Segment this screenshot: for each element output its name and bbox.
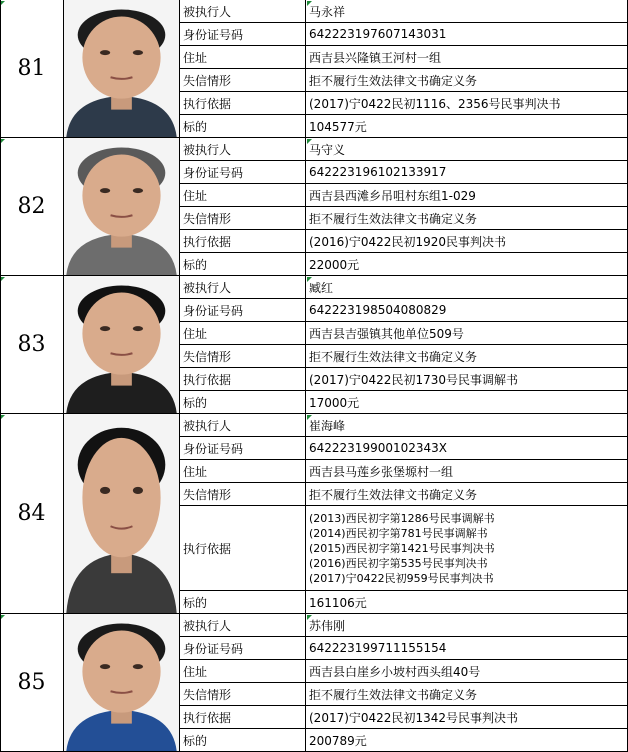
field-label: 失信情形 [180,683,306,706]
field-value: 拒不履行生效法律文书确定义务 [306,345,628,368]
field-value: 22000元 [306,253,628,276]
field-value: 西吉县兴隆镇王河村一组 [306,46,628,69]
field-label: 身份证号码 [180,299,306,322]
field-label: 住址 [180,460,306,483]
field-value: 西吉县白崖乡小坡村西头组40号 [306,660,628,683]
portrait-photo [64,614,180,752]
field-label: 住址 [180,184,306,207]
field-label: 执行依据 [180,506,306,591]
record-number: 84 [0,414,64,614]
field-label: 标的 [180,729,306,752]
field-value [306,506,628,591]
judgment-line: (2015)西民初字第1421号民事判决书 [309,541,495,555]
table-left-border [0,0,1,752]
portrait-photo [64,414,180,614]
field-label: 住址 [180,660,306,683]
judgment-line: (2017)宁0422民初959号民事判决书 [309,571,494,585]
field-value: 崔海峰 [306,414,628,437]
field-label: 身份证号码 [180,161,306,184]
field-value: 苏伟刚 [306,614,628,637]
field-value: 马永祥 [306,0,628,23]
field-label: 被执行人 [180,0,306,23]
field-label: 身份证号码 [180,637,306,660]
field-value: (2017)宁0422民初1116、2356号民事判决书 [306,92,628,115]
field-label: 失信情形 [180,483,306,506]
field-label: 住址 [180,46,306,69]
field-label: 被执行人 [180,138,306,161]
field-label: 身份证号码 [180,23,306,46]
field-label: 标的 [180,115,306,138]
cell-comment-marker [307,1,312,6]
field-label: 执行依据 [180,230,306,253]
field-value: (2017)宁0422民初1342号民事判决书 [306,706,628,729]
record-number: 82 [0,138,64,276]
field-label: 身份证号码 [180,437,306,460]
field-value: 17000元 [306,391,628,414]
record-number: 81 [0,0,64,138]
cell-comment-marker [307,139,312,144]
field-label: 标的 [180,591,306,614]
field-label: 执行依据 [180,92,306,115]
field-value: 642223196102133917 [306,161,628,184]
cell-comment-marker [307,615,312,620]
field-label: 失信情形 [180,345,306,368]
field-value: 拒不履行生效法律文书确定义务 [306,683,628,706]
record-number: 83 [0,276,64,414]
field-value: 642223197607143031 [306,23,628,46]
judgment-line: (2013)西民初字第1286号民事调解书 [309,511,495,525]
field-value: 臧红 [306,276,628,299]
field-value: 拒不履行生效法律文书确定义务 [306,483,628,506]
field-value: 642223199711155154 [306,637,628,660]
field-value: 拒不履行生效法律文书确定义务 [306,207,628,230]
field-value: 161106元 [306,591,628,614]
field-label: 执行依据 [180,368,306,391]
field-value: 642223198504080829 [306,299,628,322]
field-value: 200789元 [306,729,628,752]
field-value: 64222319900102343X [306,437,628,460]
field-value: 104577元 [306,115,628,138]
field-value: 西吉县西滩乡吊咀村东组1-029 [306,184,628,207]
field-value: 拒不履行生效法律文书确定义务 [306,69,628,92]
field-label: 住址 [180,322,306,345]
field-label: 被执行人 [180,614,306,637]
field-label: 失信情形 [180,69,306,92]
field-value: (2016)宁0422民初1920民事判决书 [306,230,628,253]
field-label: 被执行人 [180,414,306,437]
field-value: 马守义 [306,138,628,161]
portrait-photo [64,0,180,138]
cell-comment-marker [307,415,312,420]
judgment-line: (2014)西民初字第781号民事调解书 [309,526,488,540]
record-number: 85 [0,614,64,752]
field-value: 西吉县吉强镇其他单位509号 [306,322,628,345]
field-label: 标的 [180,391,306,414]
field-label: 标的 [180,253,306,276]
field-label: 失信情形 [180,207,306,230]
field-label: 执行依据 [180,706,306,729]
field-value: (2017)宁0422民初1730号民事调解书 [306,368,628,391]
judgment-line: (2016)西民初字第535号民事判决书 [309,556,488,570]
field-value: 西吉县马莲乡张堡塬村一组 [306,460,628,483]
field-label: 被执行人 [180,276,306,299]
cell-comment-marker [307,277,312,282]
portrait-photo [64,138,180,276]
portrait-photo [64,276,180,414]
